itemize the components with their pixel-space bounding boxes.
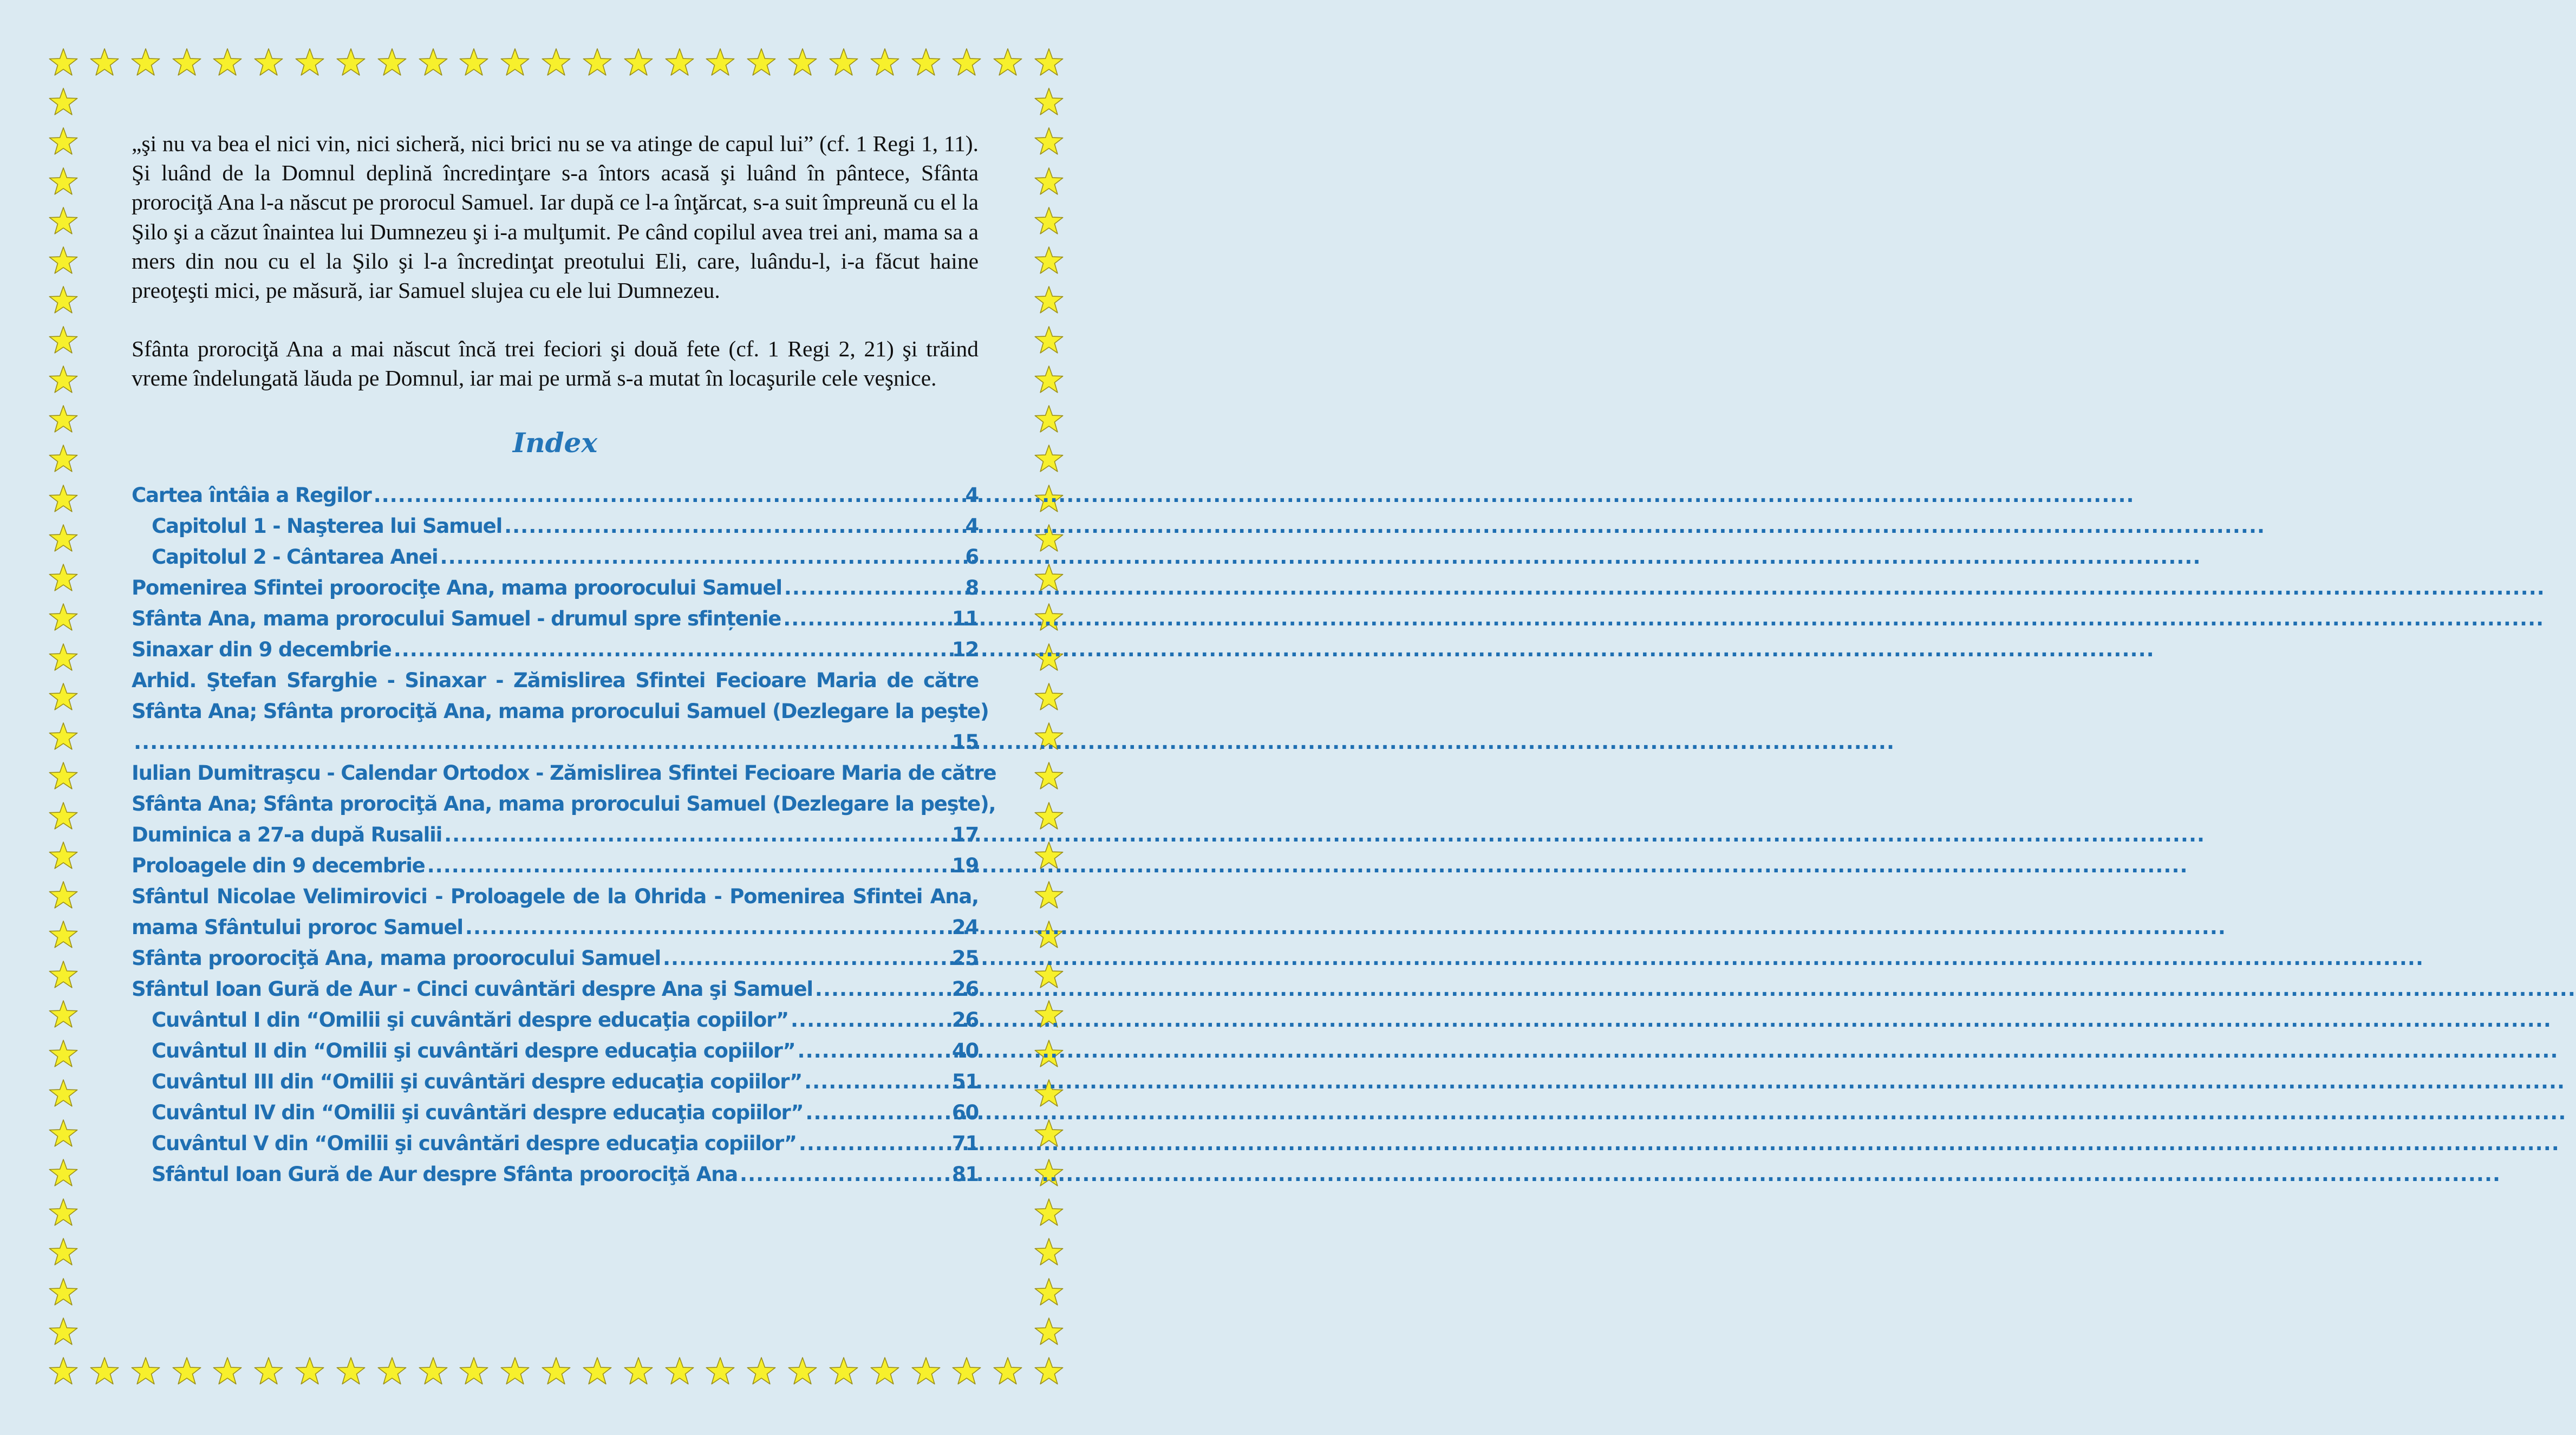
- toc-page-number: 25: [951, 946, 979, 970]
- toc-dot-leader: [440, 542, 963, 572]
- star-icon: [48, 1356, 79, 1387]
- toc-entry[interactable]: [132, 572, 979, 603]
- toc-entry-title-line: Iulian Dumitraşcu - Calendar Ortodox - Zămislirea Sfintei Fecioare Maria de către: [132, 761, 996, 785]
- toc-entry-title: Capitolul 2 - Cântarea Anei: [152, 545, 438, 569]
- toc-entry[interactable]: [132, 480, 979, 511]
- toc-entry-title: Cuvântul III din “Omilii şi cuvântări despre educaţia copiilor”: [152, 1069, 803, 1093]
- toc-dot-leader: [783, 603, 950, 634]
- star-icon: [48, 523, 79, 555]
- toc-page-number: 4: [965, 483, 979, 507]
- star-icon: [1033, 325, 1065, 356]
- star-icon: [1033, 1197, 1065, 1229]
- toc-dot-leader: [740, 1159, 950, 1190]
- star-icon: [623, 47, 654, 79]
- toc-dot-leader: [805, 1097, 950, 1128]
- toc-entry-title: Cuvântul I din “Omilii şi cuvântări despre educaţia copiilor”: [152, 1008, 788, 1032]
- star-icon: [171, 47, 203, 79]
- star-icon: [1033, 87, 1065, 118]
- star-icon: [294, 47, 325, 79]
- star-icon: [48, 1197, 79, 1229]
- toc-entry[interactable]: [132, 974, 979, 1004]
- toc-entry-title-line: Sfânta Ana; Sfânta prorociţă Ana, mama prorocului Samuel (Dezlegare la peşte),: [132, 792, 996, 816]
- star-icon: [499, 1356, 531, 1387]
- star-icon: [910, 1356, 942, 1387]
- star-icon: [951, 47, 982, 79]
- star-icon: [1033, 682, 1065, 713]
- star-icon: [48, 1039, 79, 1070]
- toc-entry[interactable]: [132, 511, 979, 542]
- star-icon: [1033, 245, 1065, 277]
- toc-entry[interactable]: [132, 881, 979, 943]
- star-icon: [48, 47, 79, 79]
- star-icon: [48, 1118, 79, 1150]
- toc-page-number: 26: [951, 977, 979, 1001]
- toc-entry-title: mama Sfântului proroc Samuel: [132, 915, 463, 939]
- star-icon: [48, 1078, 79, 1110]
- star-icon: [746, 47, 777, 79]
- toc-page-number: 17: [951, 823, 979, 846]
- star-icon: [48, 166, 79, 198]
- star-icon: [48, 801, 79, 832]
- toc-page-number: 6: [965, 545, 979, 569]
- toc-entry-title-line: Sfânta Ana; Sfânta prorociţă Ana, mama prorocului Samuel (Dezlegare la peşte): [132, 699, 989, 723]
- toc-page-number: 8: [965, 576, 979, 599]
- toc-dot-leader: [804, 1066, 950, 1097]
- star-icon: [1033, 166, 1065, 198]
- star-icon: [787, 1356, 818, 1387]
- star-icon: [828, 47, 859, 79]
- star-icon: [48, 87, 79, 118]
- star-icon: [458, 47, 490, 79]
- star-icon: [787, 47, 818, 79]
- toc-entry[interactable]: [132, 1004, 979, 1035]
- star-icon: [623, 1356, 654, 1387]
- toc-page-number: 81: [951, 1162, 979, 1186]
- toc-dot-leader: [374, 480, 963, 511]
- star-icon: [951, 1356, 982, 1387]
- toc-entry[interactable]: [132, 603, 979, 634]
- toc-entry-title-line: Sfântul Nicolae Velimirovici - Proloagele de la Ohrida - Pomenirea Sfintei Ana,: [132, 884, 979, 908]
- star-icon: [335, 1356, 367, 1387]
- star-icon: [1033, 443, 1065, 475]
- toc-entry-title: Cuvântul V din “Omilii şi cuvântări despre educaţia copiilor”: [152, 1131, 797, 1155]
- toc-entry-title: Capitolul 1 - Naşterea lui Samuel: [152, 514, 503, 538]
- toc-entry-title: Sfântul Ioan Gură de Aur despre Sfânta proorociţă Ana: [152, 1162, 738, 1186]
- toc-entry-title-line: Arhid. Ştefan Sfarghie - Sinaxar - Zămislirea Sfintei Fecioare Maria de către: [132, 668, 979, 692]
- toc-entry-title: Cuvântul IV din “Omilii şi cuvântări despre educaţia copiilor”: [152, 1100, 804, 1124]
- toc-page-number: 26: [951, 1008, 979, 1032]
- toc-dot-leader: [465, 912, 950, 943]
- star-icon: [171, 1356, 203, 1387]
- star-icon: [48, 484, 79, 515]
- star-icon: [869, 1356, 901, 1387]
- toc-entry[interactable]: [132, 665, 989, 758]
- star-icon: [664, 1356, 695, 1387]
- star-icon: [1033, 404, 1065, 435]
- toc-page-number: 51: [951, 1069, 979, 1093]
- star-icon: [48, 880, 79, 911]
- toc-entry[interactable]: [132, 542, 979, 572]
- star-icon: [48, 1316, 79, 1348]
- star-icon: [253, 1356, 284, 1387]
- star-icon: [48, 682, 79, 713]
- star-icon: [746, 1356, 777, 1387]
- star-icon: [1033, 364, 1065, 396]
- star-icon: [1033, 1356, 1065, 1387]
- toc-entry-title: Pomenirea Sfintei proorociţe Ana, mama proorocului Samuel: [132, 576, 782, 599]
- toc-entry-title: Sfânta proorociţă Ana, mama proorocului Samuel: [132, 946, 661, 970]
- toc-entry-title: Proloagele din 9 decembrie: [132, 853, 425, 877]
- star-icon: [48, 1158, 79, 1189]
- star-icon: [48, 325, 79, 356]
- star-icon: [253, 47, 284, 79]
- toc-dot-leader: [444, 819, 950, 850]
- star-icon: [910, 47, 942, 79]
- toc-page-number: 4: [965, 514, 979, 538]
- toc-entry[interactable]: [132, 850, 979, 881]
- star-icon: [1033, 126, 1065, 158]
- body-paragraph: „şi nu va bea el nici vin, nici sicheră, nici brici nu se va atinge de capul lui” (cf. 1 Regi 1, 11). Şi luând de la Domnul deplină încredinţare s-a întors acasă şi luând în pântece, Sfânta prorociţă Ana l-a născut pe prorocul Samuel. Iar după ce l-a înţărcat, s-a suit împreună cu el la Şilo şi a căzut înaintea lui Dumnezeu şi i-a mulţumit. Pe când copilul avea trei ani, mama sa a mers din nou cu el la Şilo şi l-a încredinţat preotului Eli, care, luându-l, i-a făcut haine preoţeşti mici, pe măsură, iar Samuel slujea cu ele lui Dumnezeu.: [132, 131, 979, 303]
- body-paragraph: Sfânta prorociţă Ana a mai născut încă trei feciori şi două fete (cf. 1 Regi 2, 21) şi trăind vreme îndelungată lăuda pe Domnul, iar mai pe urmă s-a mutat în locaşurile cele veşnice.: [132, 336, 979, 391]
- star-icon: [376, 47, 408, 79]
- toc-entry-title: Sfântul Ioan Gură de Aur - Cinci cuvântări despre Ana şi Samuel: [132, 977, 813, 1001]
- star-icon: [212, 47, 243, 79]
- star-icon: [212, 1356, 243, 1387]
- page-content: [132, 129, 996, 1190]
- toc-entry-title: Sinaxar din 9 decembrie: [132, 637, 392, 661]
- star-icon: [992, 47, 1023, 79]
- star-icon: [48, 1277, 79, 1308]
- star-icon: [828, 1356, 859, 1387]
- star-icon: [130, 47, 161, 79]
- star-icon: [48, 285, 79, 316]
- toc-entry-title: Sfânta Ana, mama prorocului Samuel - drumul spre sfințenie: [132, 606, 781, 630]
- star-icon: [48, 999, 79, 1030]
- toc-page-number: 12: [951, 637, 979, 661]
- star-icon: [48, 126, 79, 158]
- toc-entry-title: Cartea întâia a Regilor: [132, 483, 371, 507]
- star-icon: [294, 1356, 325, 1387]
- toc-page-number: 24: [951, 915, 979, 939]
- toc-entry[interactable]: [132, 634, 979, 665]
- toc-entry-title: Duminica a 27-a după Rusalii: [132, 823, 442, 846]
- star-icon: [664, 47, 695, 79]
- star-icon: [705, 1356, 736, 1387]
- toc-dot-leader: [134, 727, 950, 758]
- toc-page-number: 40: [951, 1039, 979, 1062]
- toc-entry[interactable]: [132, 1128, 979, 1159]
- star-icon: [869, 47, 901, 79]
- star-icon: [1033, 47, 1065, 79]
- star-icon: [48, 960, 79, 991]
- star-icon: [1033, 1316, 1065, 1348]
- star-icon: [335, 47, 367, 79]
- star-icon: [499, 47, 531, 79]
- star-icon: [992, 1356, 1023, 1387]
- toc-dot-leader: [791, 1004, 950, 1035]
- star-icon: [48, 602, 79, 634]
- star-icon: [89, 47, 120, 79]
- star-icon: [130, 1356, 161, 1387]
- toc-page-number: 71: [951, 1131, 979, 1155]
- star-icon: [89, 1356, 120, 1387]
- star-icon: [48, 761, 79, 792]
- star-icon: [1033, 880, 1065, 911]
- star-icon: [418, 47, 449, 79]
- star-icon: [1033, 206, 1065, 237]
- toc-dot-leader: [798, 1035, 950, 1066]
- toc-dot-leader: [427, 850, 950, 881]
- toc-dot-leader: [394, 634, 950, 665]
- toc-entry[interactable]: [132, 758, 996, 850]
- toc-page-number: 60: [951, 1100, 979, 1124]
- star-icon: [458, 1356, 490, 1387]
- star-icon: [1033, 1277, 1065, 1308]
- table-of-contents: [132, 480, 996, 1190]
- star-icon: [48, 721, 79, 753]
- star-icon: [1033, 1237, 1065, 1268]
- toc-page-number: 11: [951, 606, 979, 630]
- toc-dot-leader: [784, 572, 963, 603]
- star-icon: [48, 245, 79, 277]
- star-icon: [1033, 285, 1065, 316]
- toc-entry[interactable]: [132, 1066, 979, 1097]
- toc-entry-title: Cuvântul II din “Omilii şi cuvântări despre educaţia copiilor”: [152, 1039, 795, 1062]
- star-icon: [376, 1356, 408, 1387]
- toc-page-number: 15: [951, 730, 979, 754]
- toc-dot-leader: [663, 943, 950, 974]
- star-icon: [582, 47, 613, 79]
- index-title: Index: [512, 426, 598, 459]
- star-icon: [582, 1356, 613, 1387]
- star-icon: [1033, 761, 1065, 792]
- star-icon: [48, 1237, 79, 1268]
- star-icon: [418, 1356, 449, 1387]
- star-icon: [705, 47, 736, 79]
- star-icon: [48, 404, 79, 435]
- toc-dot-leader: [504, 511, 963, 542]
- star-icon: [48, 443, 79, 475]
- star-icon: [48, 642, 79, 674]
- toc-entry[interactable]: [132, 1097, 979, 1128]
- star-icon: [48, 206, 79, 237]
- toc-page-number: 19: [951, 853, 979, 877]
- toc-dot-leader: [799, 1128, 950, 1159]
- star-icon: [540, 1356, 572, 1387]
- toc-entry[interactable]: [132, 1159, 979, 1190]
- toc-entry[interactable]: [132, 1035, 979, 1066]
- star-icon: [540, 47, 572, 79]
- star-icon: [48, 364, 79, 396]
- toc-entry[interactable]: [132, 943, 979, 974]
- star-icon: [48, 840, 79, 872]
- star-icon: [48, 919, 79, 951]
- toc-dot-leader: [815, 974, 950, 1004]
- star-icon: [48, 563, 79, 594]
